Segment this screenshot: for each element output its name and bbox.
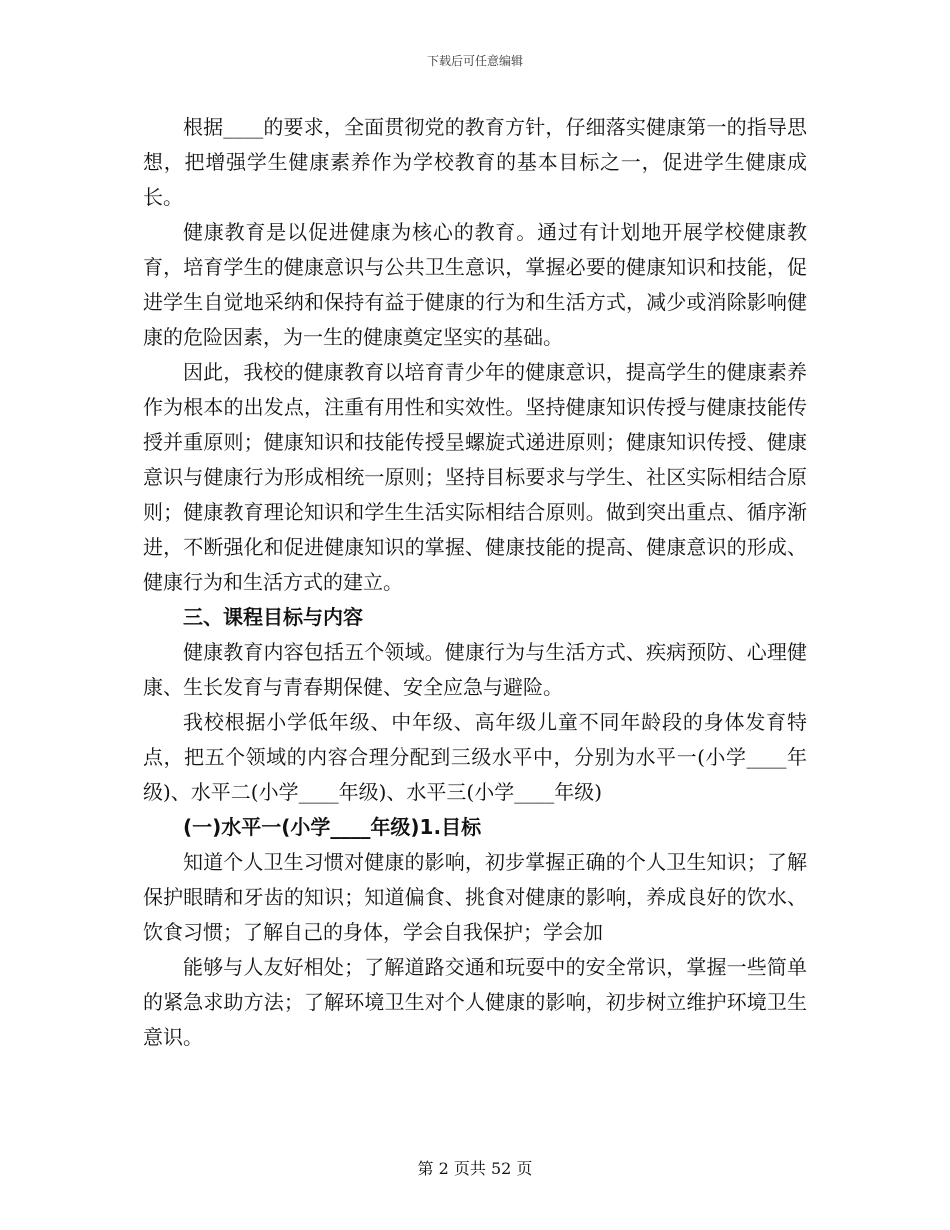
document-body <box>143 110 807 1055</box>
subsection-heading: (一)水平一(小学____年级)1.目标 <box>183 815 482 839</box>
page-number: 第 2 页共 52 页 <box>417 1159 533 1178</box>
paragraph: 我校根据小学低年级、中年级、高年级儿童不同年龄段的身体发育特点，把五个领域的内容合理分配到三级水平中，分别为水平一(小学____年级)、水平二(小学____年级)、水平三(小学____年级) <box>143 710 807 804</box>
paragraph: 因此，我校的健康教育以培育青少年的健康意识，提高学生的健康素养作为根本的出发点，注重有用性和实效性。坚持健康知识传授与健康技能传授并重原则；健康知识和技能传授呈螺旋式递进原则；健康知识传授、健康意识与健康行为形成相统一原则；坚持目标要求与学生、社区实际相结合原则；健康教育理论知识和学生生活实际相结合原则。做到突出重点、循序渐进，不断强化和促进健康知识的掌握、健康技能的提高、健康意识的形成、健康行为和生活方式的建立。 <box>143 360 807 594</box>
paragraph: 能够与人友好相处；了解道路交通和玩耍中的安全常识，掌握一些简单的紧急求助方法；了解环境卫生对个人健康的影响，初步树立维护环境卫生意识。 <box>143 955 807 1049</box>
section-heading: 三、课程目标与内容 <box>183 605 363 629</box>
page-header: 下载后可任意编辑 <box>426 54 523 68</box>
paragraph: 根据____的要求，全面贯彻党的教育方针，仔细落实健康第一的指导思想，把增强学生健康素养作为学校教育的基本目标之一，促进学生健康成长。 <box>143 115 807 209</box>
paragraph: 健康教育内容包括五个领域。健康行为与生活方式、疾病预防、心理健康、生长发育与青春期保健、安全应急与避险。 <box>143 640 807 699</box>
paragraph: 知道个人卫生习惯对健康的影响，初步掌握正确的个人卫生知识；了解保护眼睛和牙齿的知识；知道偏食、挑食对健康的影响，养成良好的饮水、饮食习惯；了解自己的身体，学会自我保护；学会加 <box>143 850 807 944</box>
paragraph: 健康教育是以促进健康为核心的教育。通过有计划地开展学校健康教育，培育学生的健康意识与公共卫生意识，掌握必要的健康知识和技能，促进学生自觉地采纳和保持有益于健康的行为和生活方式，减少或消除影响健康的危险因素，为一生的健康奠定坚实的基础。 <box>143 220 807 349</box>
